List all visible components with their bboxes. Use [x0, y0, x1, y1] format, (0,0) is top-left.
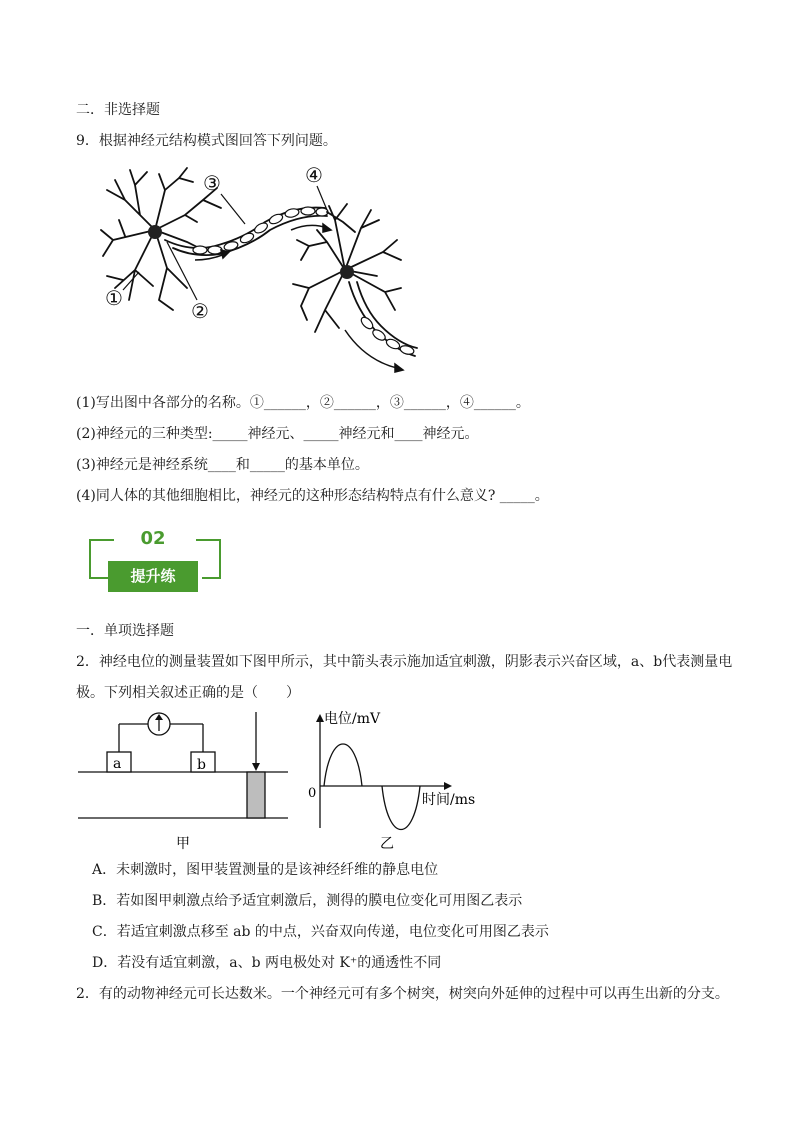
excited-region: [247, 772, 265, 818]
electrode-b-label: b: [197, 757, 206, 773]
label-2: ②: [191, 299, 209, 323]
q2-stem-line2: 极。下列相关叙述正确的是（ ）: [76, 685, 300, 701]
label-3: ③: [203, 171, 221, 195]
figure-jia-caption: 甲: [176, 836, 190, 852]
q9-sub3: (3)神经元是神经系统____和_____的基本单位。: [76, 457, 369, 473]
q2b-stem: 2．有的动物神经元可长达数米。一个神经元可有多个树突，树突向外延伸的过程中可以再生出新的分支。: [76, 986, 729, 1002]
q2-option-c: C．若适宜刺激点移至 ab 的中点，兴奋双向传递，电位变化可用图乙表示: [92, 924, 549, 940]
axis-x-label: 时间/ms: [422, 792, 476, 808]
q2-stem-line1: 2．神经电位的测量装置如下图甲所示，其中箭头表示施加适宜刺激，阴影表示兴奋区域，a、b代表测量电: [76, 654, 733, 670]
q2-option-d: D．若没有适宜刺激，a、b 两电极处对 K⁺的通透性不同: [92, 955, 442, 971]
neuron-diagram: [95, 160, 425, 380]
figure-jia: [74, 708, 296, 856]
section-heading-single: 一．单项选择题: [76, 623, 174, 639]
badge-number: 02: [140, 528, 166, 549]
q9-sub4: (4)同人体的其他细胞相比，神经元的这种形态结构特点有什么意义? _____。: [76, 488, 549, 504]
q2-option-a: A．未刺激时，图甲装置测量的是该神经纤维的静息电位: [92, 862, 439, 878]
axis-y-label: 电位/mV: [324, 711, 381, 727]
q2-option-b: B．若如图甲刺激点给予适宜刺激后，测得的膜电位变化可用图乙表示: [92, 893, 523, 909]
label-4: ④: [305, 163, 323, 187]
figure-yi: [300, 708, 510, 856]
q9-sub2: (2)神经元的三种类型:_____神经元、_____神经元和____神经元。: [76, 426, 479, 442]
q9-sub1: (1)写出图中各部分的名称。①______，②______，③______，④______。: [76, 395, 530, 411]
section-heading-nonchoice: 二．非选择题: [76, 102, 160, 118]
q9-stem: 9．根据神经元结构模式图回答下列问题。: [76, 133, 337, 149]
axis-origin: 0: [308, 786, 317, 801]
label-1: ①: [105, 286, 123, 310]
badge-label: 提升练: [108, 561, 198, 592]
electrode-a-label: a: [113, 756, 122, 772]
figure-yi-caption: 乙: [380, 836, 394, 852]
